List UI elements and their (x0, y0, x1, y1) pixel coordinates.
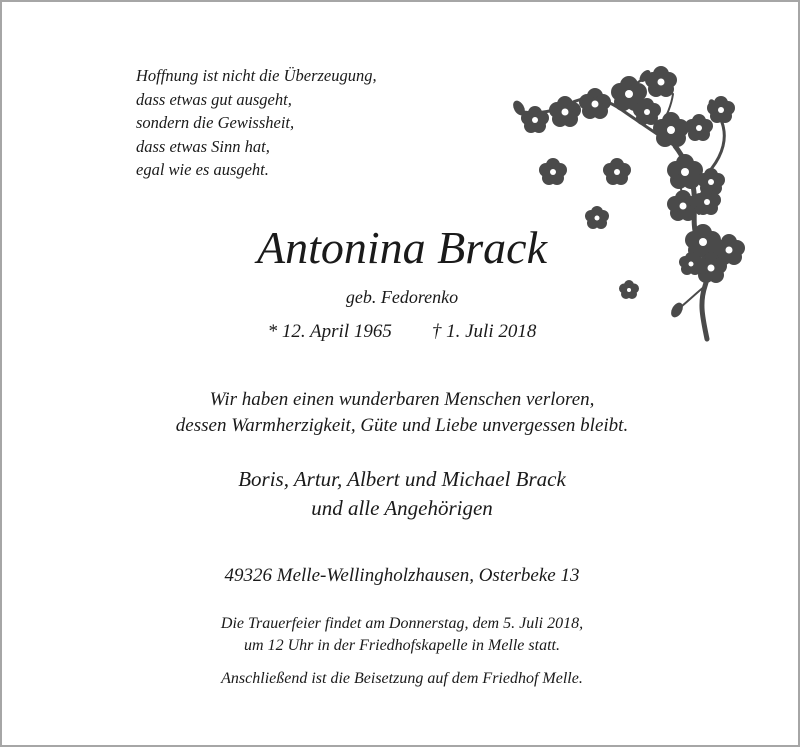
mourners-line: und alle Angehörigen (311, 496, 493, 520)
tribute-text (2, 387, 800, 439)
poem-line: sondern die Gewissheit, (136, 113, 295, 132)
birth-date: * 12. April 1965 (267, 321, 392, 342)
burial-info: Anschließend ist die Beisetzung auf dem Friedhof Melle. (221, 670, 583, 687)
address: 49326 Melle-Wellingholzhausen, Osterbeke 13 (224, 565, 580, 586)
tribute-line: dessen Warmherzigkeit, Güte und Liebe unvergessen bleibt. (175, 415, 629, 436)
tribute-line: Wir haben einen wunderbaren Menschen verloren, (209, 389, 595, 410)
poem-line: egal wie es ausgeht. (136, 160, 269, 179)
ceremony-line: um 12 Uhr in der Friedhofskapelle in Melle statt. (244, 637, 560, 654)
death-date: † 1. Juli 2018 (431, 321, 537, 342)
ceremony-line: Die Trauerfeier findet am Donnerstag, dem 5. Juli 2018, (220, 615, 584, 632)
ceremony-info (2, 613, 800, 657)
poem-line: Hoffnung ist nicht die Überzeugung, (136, 66, 377, 85)
life-dates (2, 320, 800, 344)
mourners (2, 465, 800, 523)
mourners-line: Boris, Artur, Albert und Michael Brack (238, 467, 566, 491)
birth-name: geb. Fedorenko (345, 287, 459, 307)
deceased-name: Antonina Brack (257, 222, 547, 273)
poem (136, 64, 377, 182)
poem-line: dass etwas Sinn hat, (136, 136, 270, 156)
poem-line: dass etwas gut ausgeht, (136, 89, 292, 109)
